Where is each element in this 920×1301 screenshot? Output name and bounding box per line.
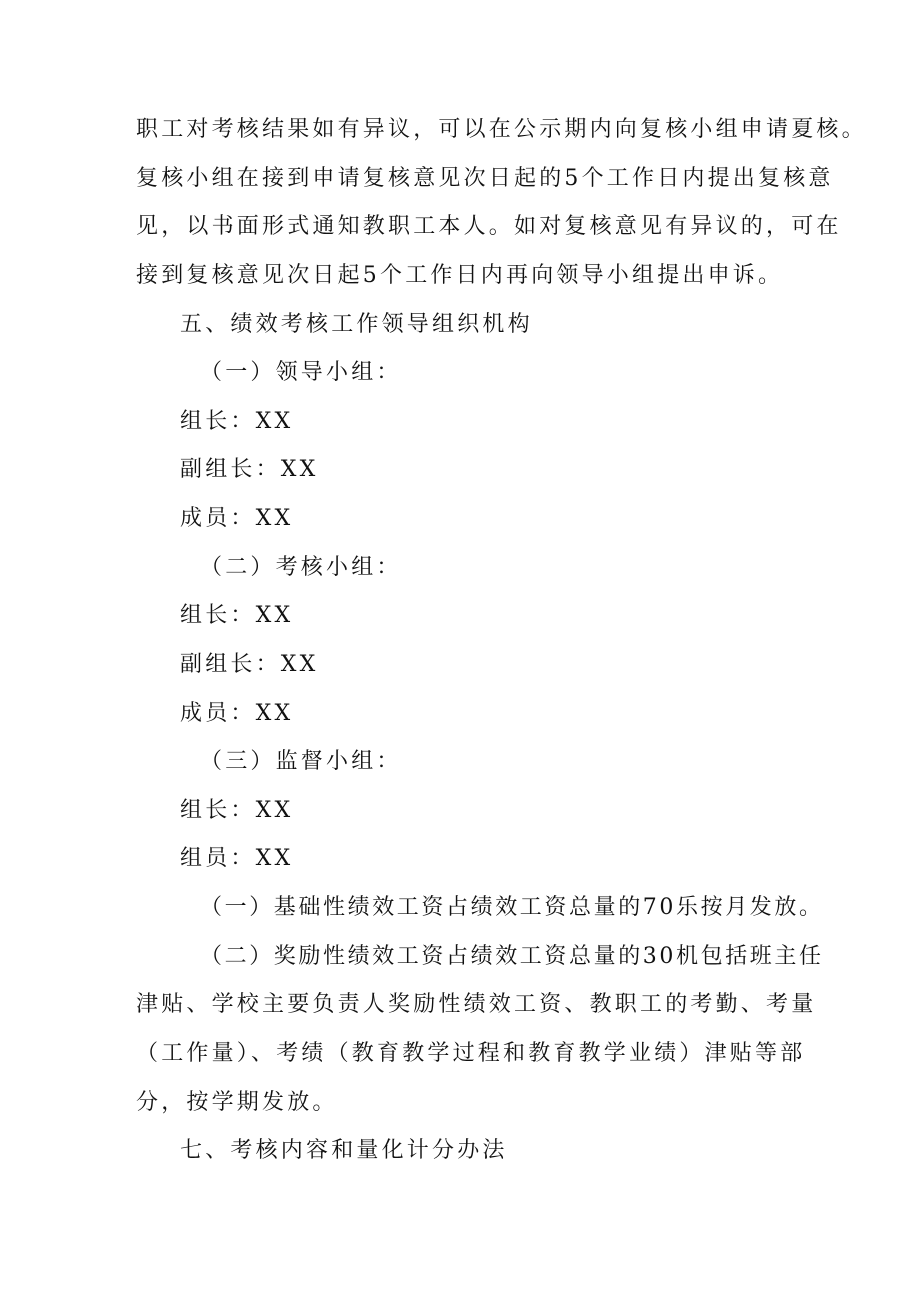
list-item: 成员：XX — [180, 701, 294, 726]
list-item: 副组长：XX — [180, 652, 319, 677]
subsection-heading: （三）监督小组： — [200, 749, 402, 774]
paragraph-line: （一）基础性绩效工资占绩效工资总量的70乐按月发放。 — [200, 895, 824, 920]
list-item: 组员：XX — [180, 846, 294, 871]
list-item: 组长：XX — [180, 798, 294, 823]
paragraph-line: 复核小组在接到申请复核意见次日起的5个工作日内提出复核意 — [136, 166, 834, 191]
section-heading: 五、绩效考核工作领导组织机构 — [180, 312, 533, 337]
paragraph-line: 接到复核意见次日起5个工作日内再向领导小组提出申诉。 — [136, 263, 784, 288]
paragraph-line: （二）奖励性绩效工资占绩效工资总量的30机包括班主任 — [200, 944, 824, 969]
list-item: 副组长：XX — [180, 457, 319, 482]
subsection-heading: （一）领导小组： — [200, 360, 402, 385]
paragraph-line: 职工对考核结果如有异议，可以在公示期内向复核小组申请夏核。 — [136, 117, 867, 142]
subsection-heading: （二）考核小组： — [200, 555, 402, 580]
list-item: 组长：XX — [180, 409, 294, 434]
paragraph-line: 分，按学期发放。 — [136, 1090, 338, 1115]
section-heading: 七、考核内容和量化计分办法 — [180, 1138, 508, 1163]
paragraph-line: （工作量）、考绩（教育教学过程和教育教学业绩）津贴等部 — [136, 1041, 806, 1066]
paragraph-line: 津贴、学校主要负责人奖励性绩效工资、教职工的考勤、考量 — [136, 992, 817, 1017]
list-item: 组长：XX — [180, 603, 294, 628]
paragraph-line: 见，以书面形式通知教职工本人。如对复核意见有异议的，可在 — [136, 214, 842, 239]
list-item: 成员：XX — [180, 506, 294, 531]
